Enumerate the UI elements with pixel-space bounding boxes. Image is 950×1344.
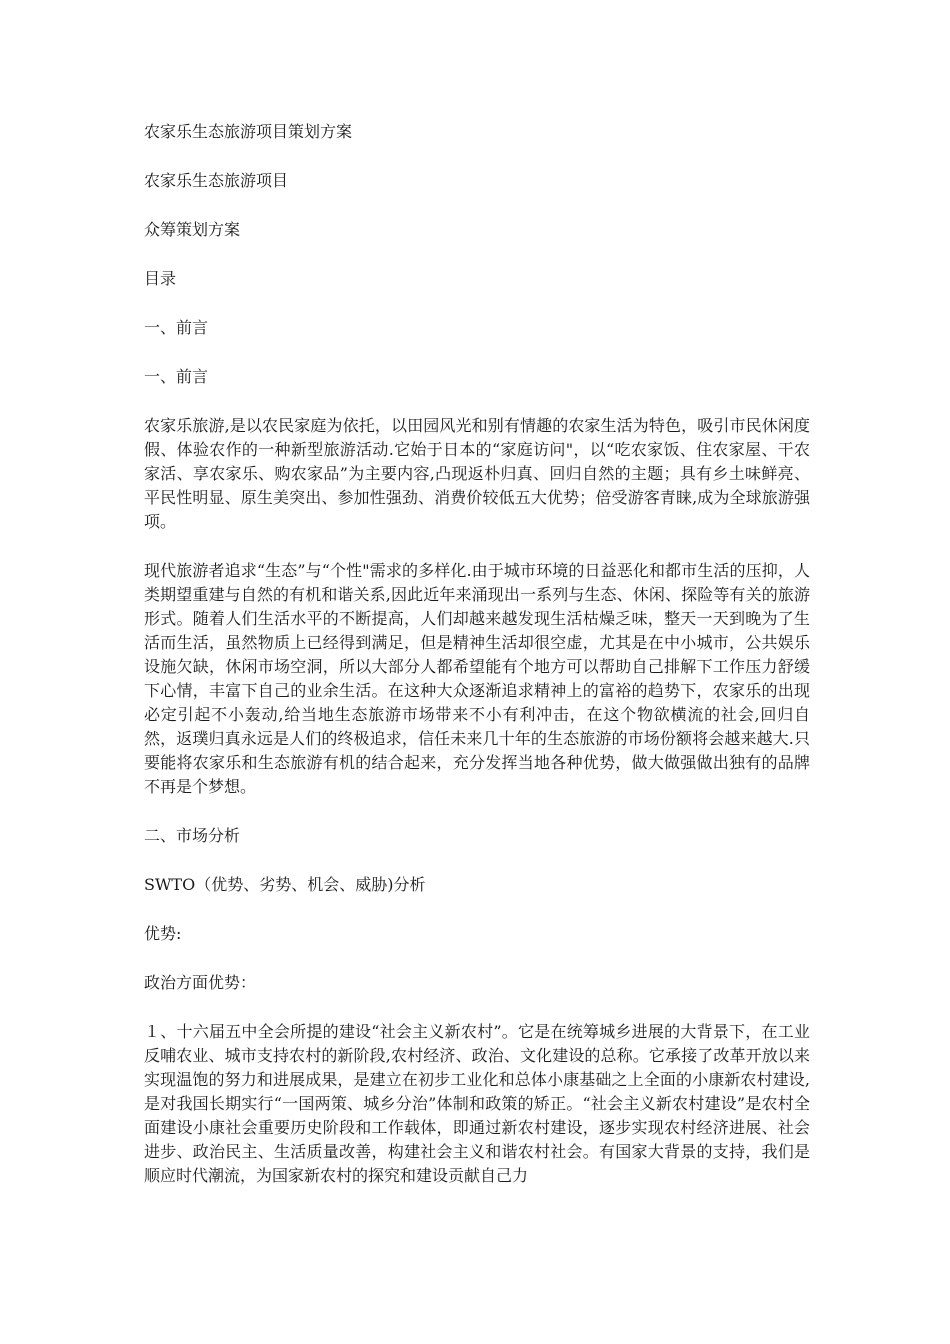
toc-heading: 目录 [144, 269, 177, 288]
preface-paragraph-2: 现代旅游者追求“生态”与“个性"需求的多样化.由于城市环境的日益恶化和都市生活的压抑，人类期望重建与自然的有机和谐关系,因此近年来涌现出一系列与生态、休闲、探险等有关的旅游形式。随着人们生活水平的不断提高，人们却越来越发现生活枯燥乏味，整天一天到晚为了生活而生活，虽然物质上已经得到满足，但是精神生活却很空虚，尤其是在中小城市，公共娱乐设施欠缺，休闲市场空洞，所以大部分人都希望能有个地方可以帮助自己排解下工作压力舒缓下心情，丰富下自己的业余生活。在这种大众逐渐追求精神上的富裕的趋势下，农家乐的出现必定引起不小轰动,给当地生态旅游市场带来不小有利冲击，在这个物欲横流的社会,回归自然，返璞归真永远是人们的终极追求，信任未来几十年的生态旅游的市场份额将会越来越大.只要能将农家乐和生态旅游有机的结合起来，充分发挥当地各种优势，做大做强做出独有的品牌不再是个梦想。 [144, 561, 810, 796]
document-body [144, 120, 810, 1213]
section-heading-market-analysis: 二、市场分析 [144, 826, 241, 845]
section-heading-preface: 一、前言 [144, 367, 209, 386]
swot-heading: SWTO（优势、劣势、机会、威胁)分析 [144, 875, 426, 894]
document-title: 农家乐生态旅游项目策划方案 [144, 122, 353, 141]
document-subtitle-plan: 众筹策划方案 [144, 220, 241, 239]
advantages-label: 优势: [144, 924, 182, 943]
preface-paragraph-1: 农家乐旅游,是以农民家庭为依托，以田园风光和别有情趣的农家生活为特色，吸引市民休闲度假、体验农作的一种新型旅游活动.它始于日本的“家庭访问"，以“吃农家饭、住农家屋、干农家活、享农家乐、购农家品”为主要内容,凸现返朴归真、回归自然的主题；具有乡土味鲜亮、平民性明显、原生美突出、参加性强劲、消费价较低五大优势；倍受游客青睐,成为全球旅游强项。 [144, 416, 810, 531]
document-subtitle-project: 农家乐生态旅游项目 [144, 171, 289, 190]
political-advantages-label: 政治方面优势： [144, 973, 257, 992]
political-advantage-paragraph-1: １、十六届五中全会所提的建设“社会主义新农村”。它是在统筹城乡进展的大背景下，在工业反哺农业、城市支持农村的新阶段,农村经济、政治、文化建设的总称。它承接了改革开放以来实现温饱的努力和进展成果，是建立在初步工业化和总体小康基础之上全面的小康新农村建设,是对我国长期实行“一国两策、城乡分治”体制和政策的矫正。“社会主义新农村建设”是农村全面建设小康社会重要历史阶段和工作载体，即通过新农村建设，逐步实现农村经济进展、社会进步、政治民主、生活质量改善，构建社会主义和谐农村社会。有国家大背景的支持，我们是顺应时代潮流，为国家新农村的探究和建设贡献自己力 [144, 1022, 810, 1185]
toc-item-preface: 一、前言 [144, 318, 209, 337]
